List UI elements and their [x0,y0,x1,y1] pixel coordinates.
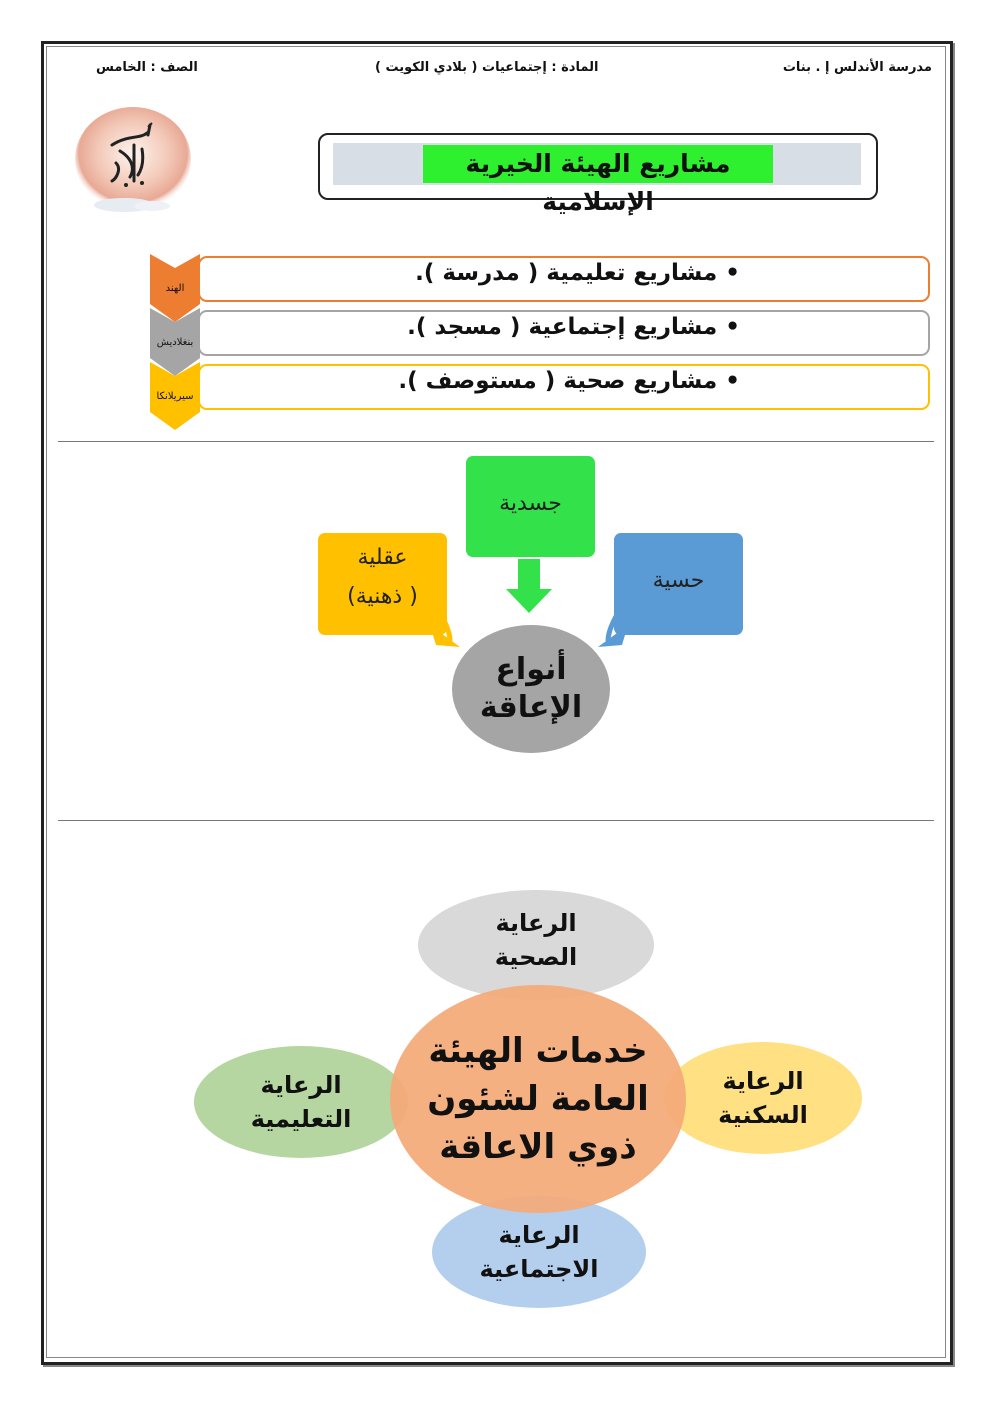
node-line: التعليمية [250,1105,352,1133]
center-line: العامة لشئون [427,1079,649,1119]
divider [58,820,934,821]
education-care-ellipse [194,1046,408,1158]
sensory-box: حسية [614,533,743,635]
divider [58,441,934,442]
school-name: مدرسة الأندلس إ . بنات [782,60,932,75]
node-line: الرعاية [495,909,577,937]
grade-label: الصف : الخامس [96,60,198,75]
node-line: السكنية [718,1101,808,1129]
mental-label: عقلية [357,545,408,570]
services-center-circle [390,985,686,1213]
center-line: ذوي الاعاقة [439,1127,637,1167]
down-arrow-icon [506,559,552,613]
center-line: خدمات الهيئة [428,1031,648,1071]
node-line: الرعاية [260,1071,342,1099]
project-row-india [150,256,930,302]
country-label: الهند [165,283,185,294]
node-line: الصحية [494,943,578,971]
physical-box: جسدية [466,456,595,557]
node-line: الرعاية [722,1067,804,1095]
project-text: • مشاريع صحية ( مستوصف ). [398,368,740,394]
node-line: الاجتماعية [479,1255,599,1283]
health-care-ellipse [418,890,654,1000]
project-row-srilanka [150,364,930,410]
disability-types-circle [452,625,610,753]
country-label: سيريلانكا [156,391,194,402]
subject-label: المادة : إجتماعيات ( بلادي الكويت ) [375,60,599,75]
project-text: • مشاريع إجتماعية ( مسجد ). [407,314,740,340]
country-label: بنغلاديش [156,337,194,348]
project-text: • مشاريع تعليمية ( مدرسة ). [415,260,740,286]
mental-sublabel: ( ذهنية) [347,584,418,609]
page-title: مشاريع الهيئة الخيرية الإسلامية [423,145,773,183]
housing-care-ellipse [664,1042,862,1154]
node-line: الرعاية [498,1221,580,1249]
center-line: أنواع [495,652,567,687]
calligraphy-logo-icon [72,105,194,217]
center-line: الإعاقة [479,690,583,725]
project-row-bangladesh [150,310,930,356]
